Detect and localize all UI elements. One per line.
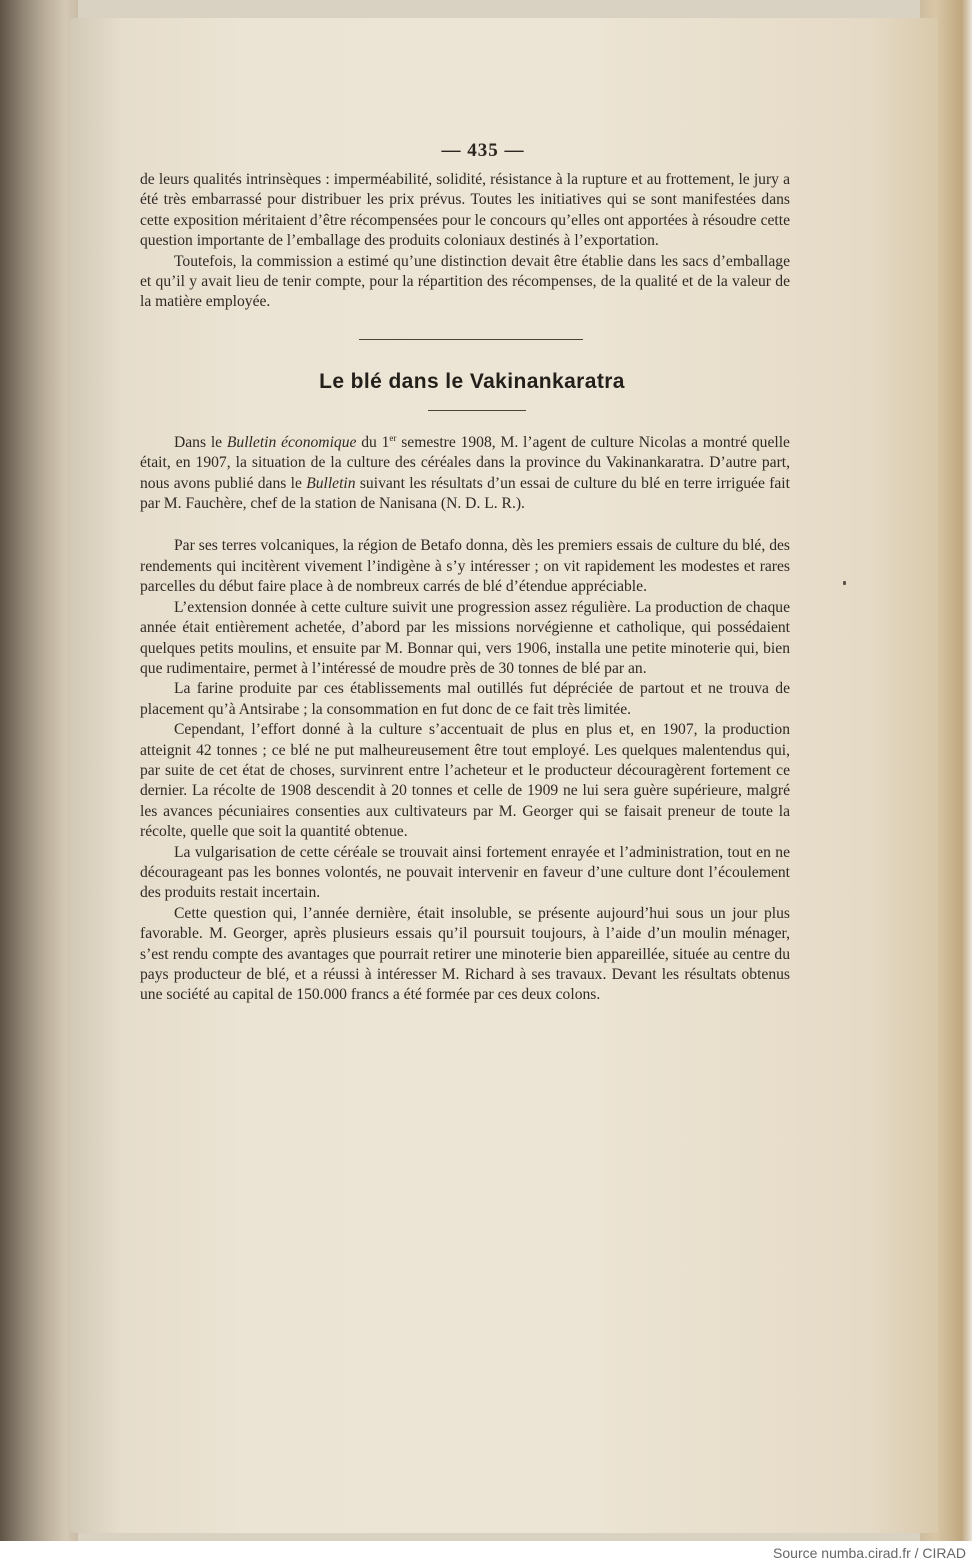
intro-paragraph-1: de leurs qualités intrinsèques : imperméabilité, solidité, résistance à la rupture et au frottement, le jury a été très embarrassé pour distribuer les prix prévus. Toutes les initiatives qui se sont manifestées dans cette exposition méritaient d’être récompensées pour le concours qu’elles ont apportées à résoudre cette question importante de l’emballage des produits coloniaux destinés à l’exportation. — [140, 171, 790, 250]
ink-speck — [843, 581, 846, 585]
page-number: — 435 — — [441, 140, 525, 161]
article-paragraph: L’extension donnée à cette culture suivit une progression assez régulière. La production de chaque année était entièrement achetée, d’abord par les missions norvégienne et catholique, qui possédaient quelques petits moulins, et ensuite par M. Bonnar qui, vers 1906, installa une petite minoterie qui, bien que rudimentaire, permet à l’intéressé de moudre près de 30 tonnes de blé par an. — [140, 598, 790, 677]
article-paragraph: La farine produite par ces établissements mal outillés fut dépréciée de partout et ne trouva de placement qu’à Antsirabe ; la consommation en fut donc de ce fait très limitée. — [140, 680, 790, 718]
lead-text-1: Dans le — [174, 433, 227, 451]
title-underline — [428, 410, 526, 411]
lead-italic-bulletin: Bulletin — [306, 474, 356, 492]
section-divider — [359, 339, 583, 340]
article-lead-paragraph — [140, 433, 790, 515]
lead-text-3: semestre 1908, M. l’agent de culture Nicolas a montré quelle était, en 1907, la situation de la culture des céréales dans la province du Vakinankaratra. D’autre part, nous avons publié dans le — [140, 433, 790, 492]
lead-superscript: er — [389, 432, 397, 443]
book-spine — [0, 0, 78, 1541]
lead-italic-bulletin-economique: Bulletin économique — [226, 433, 357, 451]
article-paragraph: Par ses terres volcaniques, la région de Betafo donna, dès les premiers essais de culture du blé, des rendements qui incitèrent vivement l’indigène à s’y intéresser ; on vit rapidement les modestes et rares parcelles du début faire place à de nombreux carrés de blé d’étendue appréciable. — [140, 537, 790, 596]
article-paragraph: Cette question qui, l’année dernière, était insoluble, se présente aujourd’hui sous un jour plus favorable. M. Georger, après plusieurs essais qu’il poursuit toujours, à l’aide d’un moulin ménager, s’est rendu compte des avantages que pourrait retirer une minoterie bien appareillée, située au centre du pays producteur de blé, et a réussi à intéresser M. Richard à ses travaux. Devant les résultats obtenus une société au capital de 150.000 francs a été formée par ces deux colons. — [140, 904, 790, 1004]
lead-text-2: du 1 — [356, 433, 390, 451]
source-attribution: Source numba.cirad.fr / CIRAD — [773, 1545, 966, 1561]
article-title: Le blé dans le Vakinankaratra — [319, 369, 625, 393]
page-content — [140, 140, 790, 1006]
article-paragraph: Cependant, l’effort donné à la culture s’accentuait de plus en plus et, en 1907, la production atteignit 42 tonnes ; ce blé ne put malheureusement être tout employé. Les quelques malentendus qui, par suite de cet état de choses, survinrent entre l’acheteur et le producteur découragèrent fortement ce dernier. La récolte de 1908 descendit à 20 tonnes et celle de 1909 ne lui sera guère supérieure, malgré les avances pécuniaires consenties aux cultivateurs par M. Georger qui se faisait preneur de toute la récolte, quelle que soit la quantité obtenue. — [140, 721, 790, 841]
source-footer — [0, 1541, 972, 1566]
intro-paragraph-2: Toutefois, la commission a estimé qu’une distinction devait être établie dans les sacs d’emballage et qu’il y avait lieu de tenir compte, pour la répartition des récompenses, de la qualité et de la valeur de la matière employée. — [140, 252, 790, 311]
lead-text-4: suivant les résultats d’un essai de culture du blé en terre irriguée fait par M. Fauchère, chef de la station de Nanisana (N. D. L. R.). — [140, 474, 790, 513]
article-paragraph: La vulgarisation de cette céréale se trouvait ainsi fortement enrayée et l’administration, tout en ne décourageant pas les bonnes volontés, ne pouvait intervenir en faveur d’une culture dont l’écoulement des produits restait incertain. — [140, 843, 790, 902]
